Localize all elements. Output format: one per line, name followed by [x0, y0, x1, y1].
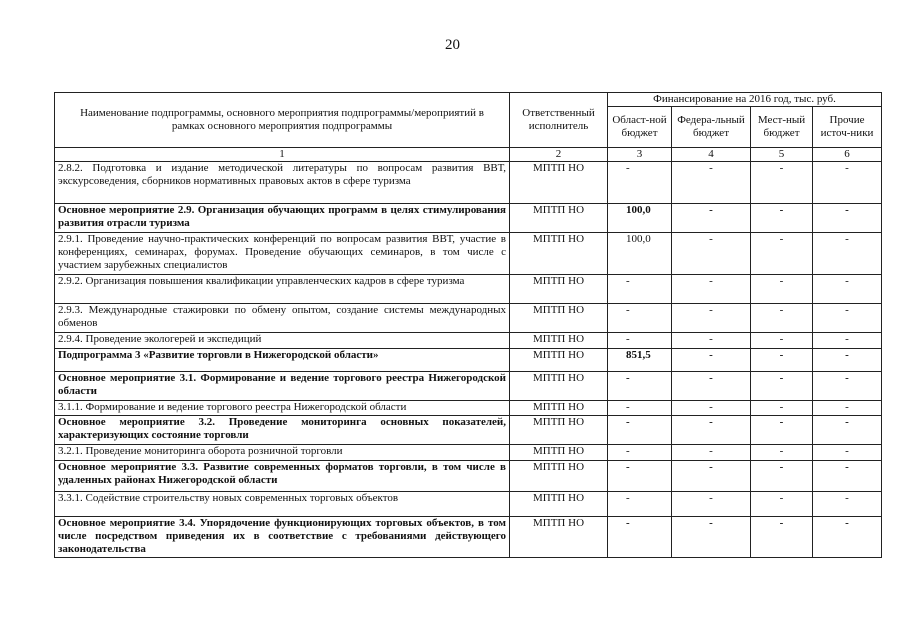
header-responsible-cell: Ответственный исполнитель — [510, 93, 608, 148]
header-regional-budget: Област-ной бюджет — [608, 107, 672, 148]
row-other-sources-cell: - — [813, 275, 882, 304]
table-row — [55, 517, 882, 558]
row-regional-budget-cell: - — [608, 275, 672, 304]
row-local-budget-cell: - — [751, 304, 813, 333]
column-number: 4 — [672, 148, 751, 162]
row-other-sources-cell: - — [813, 162, 882, 204]
row-other-sources-cell: - — [813, 492, 882, 517]
table-row — [55, 445, 882, 461]
row-federal-budget-cell: - — [672, 204, 751, 233]
table-row — [55, 275, 882, 304]
row-other-sources-cell: - — [813, 401, 882, 416]
row-regional-budget-cell: 100,0 — [608, 233, 672, 275]
table-row — [55, 492, 882, 517]
header-row-1 — [55, 93, 882, 107]
row-other-sources-cell: - — [813, 333, 882, 349]
column-numbers-row — [55, 148, 882, 162]
row-regional-budget-cell: - — [608, 445, 672, 461]
row-regional-budget-cell: - — [608, 401, 672, 416]
row-name-cell: Основное мероприятие 3.2. Проведение мониторинга основных показателей, характеризующих состояние торговли — [55, 416, 510, 445]
row-federal-budget-cell: - — [672, 233, 751, 275]
row-local-budget-cell: - — [751, 372, 813, 401]
column-number: 5 — [751, 148, 813, 162]
row-local-budget-cell: - — [751, 461, 813, 492]
row-other-sources-cell: - — [813, 349, 882, 372]
table-row — [55, 416, 882, 445]
row-regional-budget-cell: 851,5 — [608, 349, 672, 372]
header-other-sources: Прочие источ-ники — [813, 107, 882, 148]
column-number: 2 — [510, 148, 608, 162]
row-local-budget-cell: - — [751, 416, 813, 445]
row-name-cell: 3.2.1. Проведение мониторинга оборота розничной торговли — [55, 445, 510, 461]
row-federal-budget-cell: - — [672, 461, 751, 492]
row-responsible-cell: МПТП НО — [510, 461, 608, 492]
row-responsible-cell: МПТП НО — [510, 275, 608, 304]
row-local-budget-cell: - — [751, 492, 813, 517]
row-local-budget-cell: - — [751, 204, 813, 233]
page-number: 20 — [445, 37, 460, 53]
row-name-cell: 2.9.4. Проведение экологерей и экспедиций — [55, 333, 510, 349]
column-number: 3 — [608, 148, 672, 162]
row-federal-budget-cell: - — [672, 416, 751, 445]
row-regional-budget-cell: - — [608, 461, 672, 492]
row-regional-budget-cell: - — [608, 333, 672, 349]
row-local-budget-cell: - — [751, 349, 813, 372]
header-federal-budget: Федера-льный бюджет — [672, 107, 751, 148]
table-row — [55, 304, 882, 333]
row-name-cell: 2.9.1. Проведение научно-практических конференций по вопросам развития ВВТ, участие в конференциях, семинарах, форумах. Проведение обучающих семинаров, в том числе с участием зарубежных специалистов — [55, 233, 510, 275]
row-regional-budget-cell: - — [608, 416, 672, 445]
table-body — [55, 93, 882, 558]
row-responsible-cell: МПТП НО — [510, 349, 608, 372]
row-federal-budget-cell: - — [672, 162, 751, 204]
row-regional-budget-cell: - — [608, 372, 672, 401]
row-regional-budget-cell: - — [608, 304, 672, 333]
table-row — [55, 204, 882, 233]
row-responsible-cell: МПТП НО — [510, 333, 608, 349]
table-row — [55, 162, 882, 204]
row-responsible-cell: МПТП НО — [510, 233, 608, 275]
row-local-budget-cell: - — [751, 333, 813, 349]
row-responsible-cell: МПТП НО — [510, 445, 608, 461]
row-other-sources-cell: - — [813, 416, 882, 445]
row-local-budget-cell: - — [751, 517, 813, 558]
row-name-cell: 3.1.1. Формирование и ведение торгового реестра Нижегородской области — [55, 401, 510, 416]
row-local-budget-cell: - — [751, 401, 813, 416]
row-other-sources-cell: - — [813, 304, 882, 333]
row-responsible-cell: МПТП НО — [510, 162, 608, 204]
row-federal-budget-cell: - — [672, 372, 751, 401]
row-name-cell: Основное мероприятие 3.3. Развитие современных форматов торговли, в том числе в удаленных районах Нижегородской области — [55, 461, 510, 492]
row-responsible-cell: МПТП НО — [510, 401, 608, 416]
row-name-cell: 2.9.3. Международные стажировки по обмену опытом, создание системы международных обменов — [55, 304, 510, 333]
row-local-budget-cell: - — [751, 233, 813, 275]
row-local-budget-cell: - — [751, 162, 813, 204]
table-row — [55, 333, 882, 349]
row-other-sources-cell: - — [813, 517, 882, 558]
row-federal-budget-cell: - — [672, 517, 751, 558]
row-federal-budget-cell: - — [672, 304, 751, 333]
row-name-cell: Подпрограмма 3 «Развитие торговли в Нижегородской области» — [55, 349, 510, 372]
row-name-cell: 3.3.1. Содействие строительству новых современных торговых объектов — [55, 492, 510, 517]
row-regional-budget-cell: 100,0 — [608, 204, 672, 233]
row-responsible-cell: МПТП НО — [510, 372, 608, 401]
row-name-cell: 2.9.2. Организация повышения квалификации управленческих кадров в сфере туризма — [55, 275, 510, 304]
row-name-cell: Основное мероприятие 3.4. Упорядочение функционирующих торговых объектов, в том числе посредством приведения их в соответствие с требованиями действующего законодательства — [55, 517, 510, 558]
row-responsible-cell: МПТП НО — [510, 304, 608, 333]
column-number: 1 — [55, 148, 510, 162]
row-responsible-cell: МПТП НО — [510, 492, 608, 517]
row-federal-budget-cell: - — [672, 349, 751, 372]
table-row — [55, 461, 882, 492]
header-local-budget: Мест-ный бюджет — [751, 107, 813, 148]
row-other-sources-cell: - — [813, 233, 882, 275]
row-federal-budget-cell: - — [672, 445, 751, 461]
row-other-sources-cell: - — [813, 445, 882, 461]
row-local-budget-cell: - — [751, 445, 813, 461]
row-regional-budget-cell: - — [608, 492, 672, 517]
row-federal-budget-cell: - — [672, 275, 751, 304]
row-responsible-cell: МПТП НО — [510, 416, 608, 445]
row-federal-budget-cell: - — [672, 401, 751, 416]
row-name-cell: Основное мероприятие 2.9. Организация обучающих программ в целях стимулирования развития отрасли туризма — [55, 204, 510, 233]
table-row — [55, 401, 882, 416]
table-row — [55, 349, 882, 372]
table-row — [55, 372, 882, 401]
row-federal-budget-cell: - — [672, 492, 751, 517]
row-other-sources-cell: - — [813, 204, 882, 233]
row-responsible-cell: МПТП НО — [510, 204, 608, 233]
header-name-cell: Наименование подпрограммы, основного мероприятия подпрограммы/мероприятий в рамках основного мероприятия подпрограммы — [55, 93, 510, 148]
row-other-sources-cell: - — [813, 372, 882, 401]
row-regional-budget-cell: - — [608, 517, 672, 558]
row-local-budget-cell: - — [751, 275, 813, 304]
header-financing-cell: Финансирование на 2016 год, тыс. руб. — [608, 93, 882, 107]
row-regional-budget-cell: - — [608, 162, 672, 204]
row-other-sources-cell: - — [813, 461, 882, 492]
financing-table — [54, 92, 882, 558]
column-number: 6 — [813, 148, 882, 162]
row-name-cell: Основное мероприятие 3.1. Формирование и ведение торгового реестра Нижегородской области — [55, 372, 510, 401]
row-federal-budget-cell: - — [672, 333, 751, 349]
row-name-cell: 2.8.2. Подготовка и издание методической литературы по вопросам развития ВВТ, экскурсоведения, сборников нормативных правовых актов в сфере туризма — [55, 162, 510, 204]
table-row — [55, 233, 882, 275]
row-responsible-cell: МПТП НО — [510, 517, 608, 558]
